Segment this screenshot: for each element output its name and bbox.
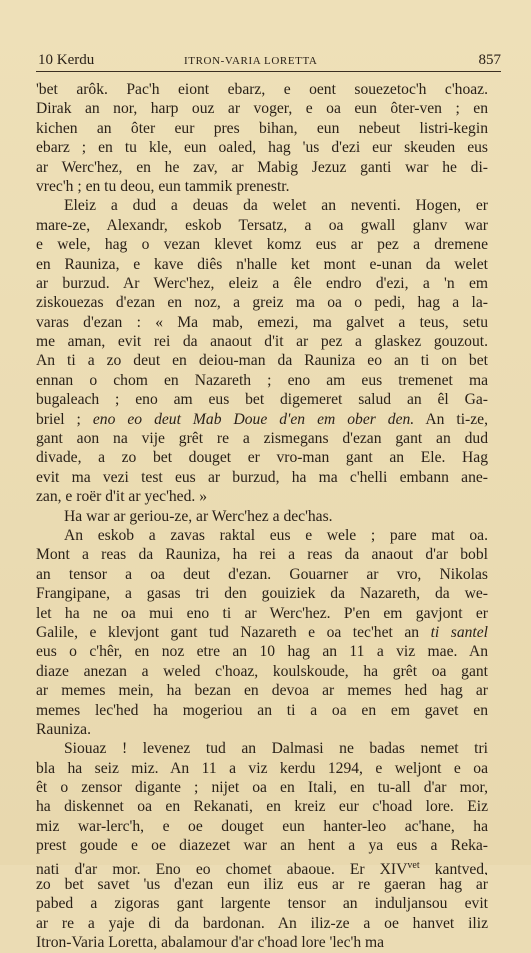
- text-line: Dirak an nor, harp ouz ar voger, e oa eun ôter-ven ; en: [36, 100, 488, 118]
- text-line: ha diskennet oa en Rekanati, en kreiz eur c'hoad lore. Eiz: [36, 798, 488, 816]
- text-line: Siouaz ! levenez tud an Dalmasi ne badas nemet tri: [64, 740, 488, 758]
- text-line: varas d'ezan : « Ma mab, emezi, ma galvet a teus, setu: [36, 313, 488, 331]
- text-line: ebarz ; en tu kle, eun oaled, hag 'us d'ezi eur skeuden eus: [36, 139, 488, 157]
- text-line: An eskob a zavas raktal eus e wele ; pare mat oa.: [64, 526, 488, 544]
- text-line: Itron-Varia Loretta, abalamour d'ar c'hoad lore 'lec'h ma: [36, 934, 385, 952]
- text-line: let ha ne oa mui eno ti ar Werc'hez. P'en em gavjont er: [36, 604, 488, 622]
- page-number: 857: [478, 52, 501, 68]
- text-line: an tensor a oa deut d'ezan. Gouarner ar vro, Nikolas: [36, 565, 488, 583]
- body-text: [36, 80, 488, 953]
- paragraph: [36, 526, 488, 739]
- text-line: Ha war ar geriou-ze, ar Werc'hez a dec'has.: [64, 507, 333, 525]
- text-line: kichen an ôter eur pres bihan, eun nebeut listri-kegin: [36, 119, 488, 137]
- paragraph: [36, 739, 488, 952]
- text-line: An ti a zo deut en deiou-man da Rauniza eo an ti on bet: [36, 352, 488, 370]
- text-line: êt o zensor digante ; nijet oa en Itali, en tu-all d'ar mor,: [36, 779, 488, 797]
- text-line: gant aon na vije grêt re a zismegans d'ezan gant an dud: [36, 430, 488, 448]
- text-line: bugaleach ; eno am eus bet digemeret salud an êl Ga-: [36, 391, 488, 409]
- text-line: prest goude e oe diazezet war an hent a ya eus a Reka-: [36, 837, 488, 855]
- text-line: mare-ze, Alexandr, eskob Tersatz, a oa gwall glanv war: [36, 216, 488, 234]
- text-line: e wele, hag o vezan klevet komz eus ar pez a dremene: [36, 236, 488, 254]
- text-line: bla ha seiz miz. An 11 a viz kerdu 1294, e weljont e oa: [36, 759, 488, 777]
- text-line: ar memes mein, ha bezan en devoa ar memes hed hag ar: [36, 682, 488, 700]
- text-line: zo bet savet 'us d'ezan eun iliz eus ar re gaeran hag ar: [36, 876, 488, 894]
- text-line: en Rauniza, e kave diês n'halle ket mont e-unan da welet: [36, 255, 488, 273]
- text-line: Eleiz a dud a deuas da welet an neventi. Hogen, er: [64, 197, 488, 215]
- text-line: diaze anezan a weled c'hoaz, koulskoude, ha grêt oa gant: [36, 662, 488, 680]
- text-line: nati d'ar mor. Eno eo chomet abaoue. Er $XIV^{vet}$ kantved,: [36, 859, 488, 876]
- text-line: evit ma vezi test eus ar burzud, ha ma c'helli embann ane-: [36, 468, 488, 486]
- header-rule: [36, 71, 501, 72]
- text-line: pabed a zigoras gant largente tensor an induljansou evit: [36, 895, 488, 913]
- text-line: miz war-lerc'h, e oe douget eun hanter-leo ac'hane, ha: [36, 817, 488, 835]
- text-line: vrec'h ; en tu deou, eun tammik prenestr.: [36, 177, 290, 195]
- text-line: memes lec'hed ha mogeriou an ti a oa en em gavet en: [36, 701, 488, 719]
- paragraph: [36, 196, 488, 506]
- text-line: ar Werc'hez, en he zav, ar Mabig Jezuz ganti war he di-: [36, 158, 488, 176]
- paragraph: [36, 80, 488, 196]
- text-line: me aman, evit rei da anaout d'it ar pez a glaskez gouzout.: [36, 333, 488, 351]
- text-line: Galile, e klevjont gant tud Nazareth e oa tec'het an ti santel: [36, 623, 488, 641]
- text-line: 'bet arôk. Pac'h eiont ebarz, e oent souezetoc'h c'hoaz.: [36, 81, 488, 98]
- text-line: ar re a yaje di da bardonan. An iliz-ze a oe hanvet iliz: [36, 914, 488, 932]
- text-line: divade, a zo bet douget er vro-man gant an Ele. Hag: [36, 449, 488, 467]
- paragraph: [36, 507, 488, 526]
- text-line: eus o c'hêr, en noz etre an 10 hag an 11 a viz mae. An: [36, 643, 488, 661]
- text-line: Mont a reas da Rauniza, ha rei a reas da anaout d'ar bobl: [36, 546, 488, 564]
- header-date: 10 Kerdu: [38, 52, 95, 68]
- text-line: ar burzud. Ar Werc'hez, eleiz a êle endro d'ezi, a 'n em: [36, 274, 488, 292]
- text-line: zan, e roër d'it ar yec'hed. »: [36, 488, 207, 506]
- running-header: [38, 52, 501, 72]
- header-title: ITRON-VARIA LORETTA: [184, 55, 318, 67]
- text-line: Frangipane, a gasas tri den gouiziek da Nazareth, da we-: [36, 585, 488, 603]
- text-line: ennan o chom en Nazareth ; eno am eus tremenet ma: [36, 371, 488, 389]
- text-line: ziskouezas d'ezan en noz, a greiz ma oa o pedi, hag a la-: [36, 294, 488, 312]
- text-line: Rauniza.: [36, 720, 91, 738]
- text-line: briel ; eno eo deut Mab Doue d'en em ober den. An ti-ze,: [36, 410, 488, 428]
